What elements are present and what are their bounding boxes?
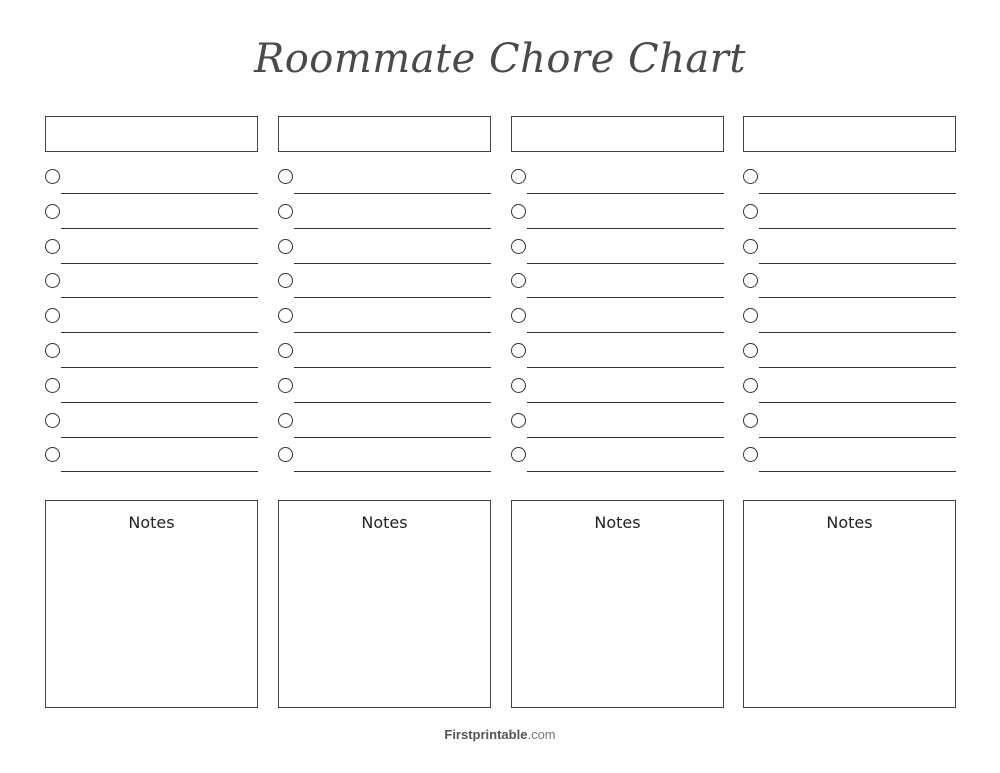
chore-row	[45, 186, 258, 220]
chore-row	[511, 325, 724, 359]
chore-row	[45, 220, 258, 254]
chore-row	[278, 151, 491, 185]
chore-row	[45, 290, 258, 324]
chore-row	[278, 325, 491, 359]
chore-row	[743, 325, 956, 359]
chore-row	[511, 220, 724, 254]
notes-box[interactable]	[45, 500, 258, 708]
chore-row	[45, 325, 258, 359]
chore-row	[743, 394, 956, 428]
chore-row	[278, 290, 491, 324]
chore-row	[743, 220, 956, 254]
chore-row	[743, 116, 956, 150]
footer-brand: Firstprintable	[444, 727, 528, 742]
chore-row	[743, 290, 956, 324]
chore-row	[511, 360, 724, 394]
chore-line[interactable]	[527, 471, 724, 472]
chore-row	[45, 255, 258, 289]
chore-row	[45, 151, 258, 185]
chore-row	[511, 186, 724, 220]
chore-row	[278, 186, 491, 220]
notes-label: Notes	[361, 513, 408, 532]
chore-line[interactable]	[759, 437, 956, 438]
footer-credit	[0, 727, 1000, 742]
chore-checkbox[interactable]	[511, 447, 526, 462]
chore-line[interactable]	[294, 437, 491, 438]
chore-row	[45, 116, 258, 150]
chore-row	[278, 116, 491, 150]
chore-row	[511, 290, 724, 324]
notes-label: Notes	[826, 513, 873, 532]
notes-box[interactable]	[743, 500, 956, 708]
chore-row	[45, 394, 258, 428]
chore-row	[278, 360, 491, 394]
chore-checkbox[interactable]	[743, 447, 758, 462]
chore-row	[743, 186, 956, 220]
chore-checkbox[interactable]	[45, 447, 60, 462]
chore-line[interactable]	[61, 437, 258, 438]
notes-box[interactable]	[278, 500, 491, 708]
page-title: Roommate Chore Chart	[254, 36, 746, 82]
footer-tld: .com	[527, 727, 556, 742]
chore-row	[511, 255, 724, 289]
chore-row	[278, 394, 491, 428]
chore-line[interactable]	[61, 471, 258, 472]
notes-label: Notes	[594, 513, 641, 532]
chore-row	[45, 360, 258, 394]
chore-row	[511, 151, 724, 185]
chore-checkbox[interactable]	[278, 447, 293, 462]
notes-box[interactable]	[511, 500, 724, 708]
chore-row	[511, 116, 724, 150]
chore-line[interactable]	[294, 471, 491, 472]
chore-row	[743, 360, 956, 394]
notes-label: Notes	[128, 513, 175, 532]
chore-row	[278, 220, 491, 254]
chore-line[interactable]	[527, 437, 724, 438]
chore-row	[278, 255, 491, 289]
chore-row	[743, 255, 956, 289]
chore-row	[743, 151, 956, 185]
chore-line[interactable]	[759, 471, 956, 472]
chore-row	[511, 394, 724, 428]
